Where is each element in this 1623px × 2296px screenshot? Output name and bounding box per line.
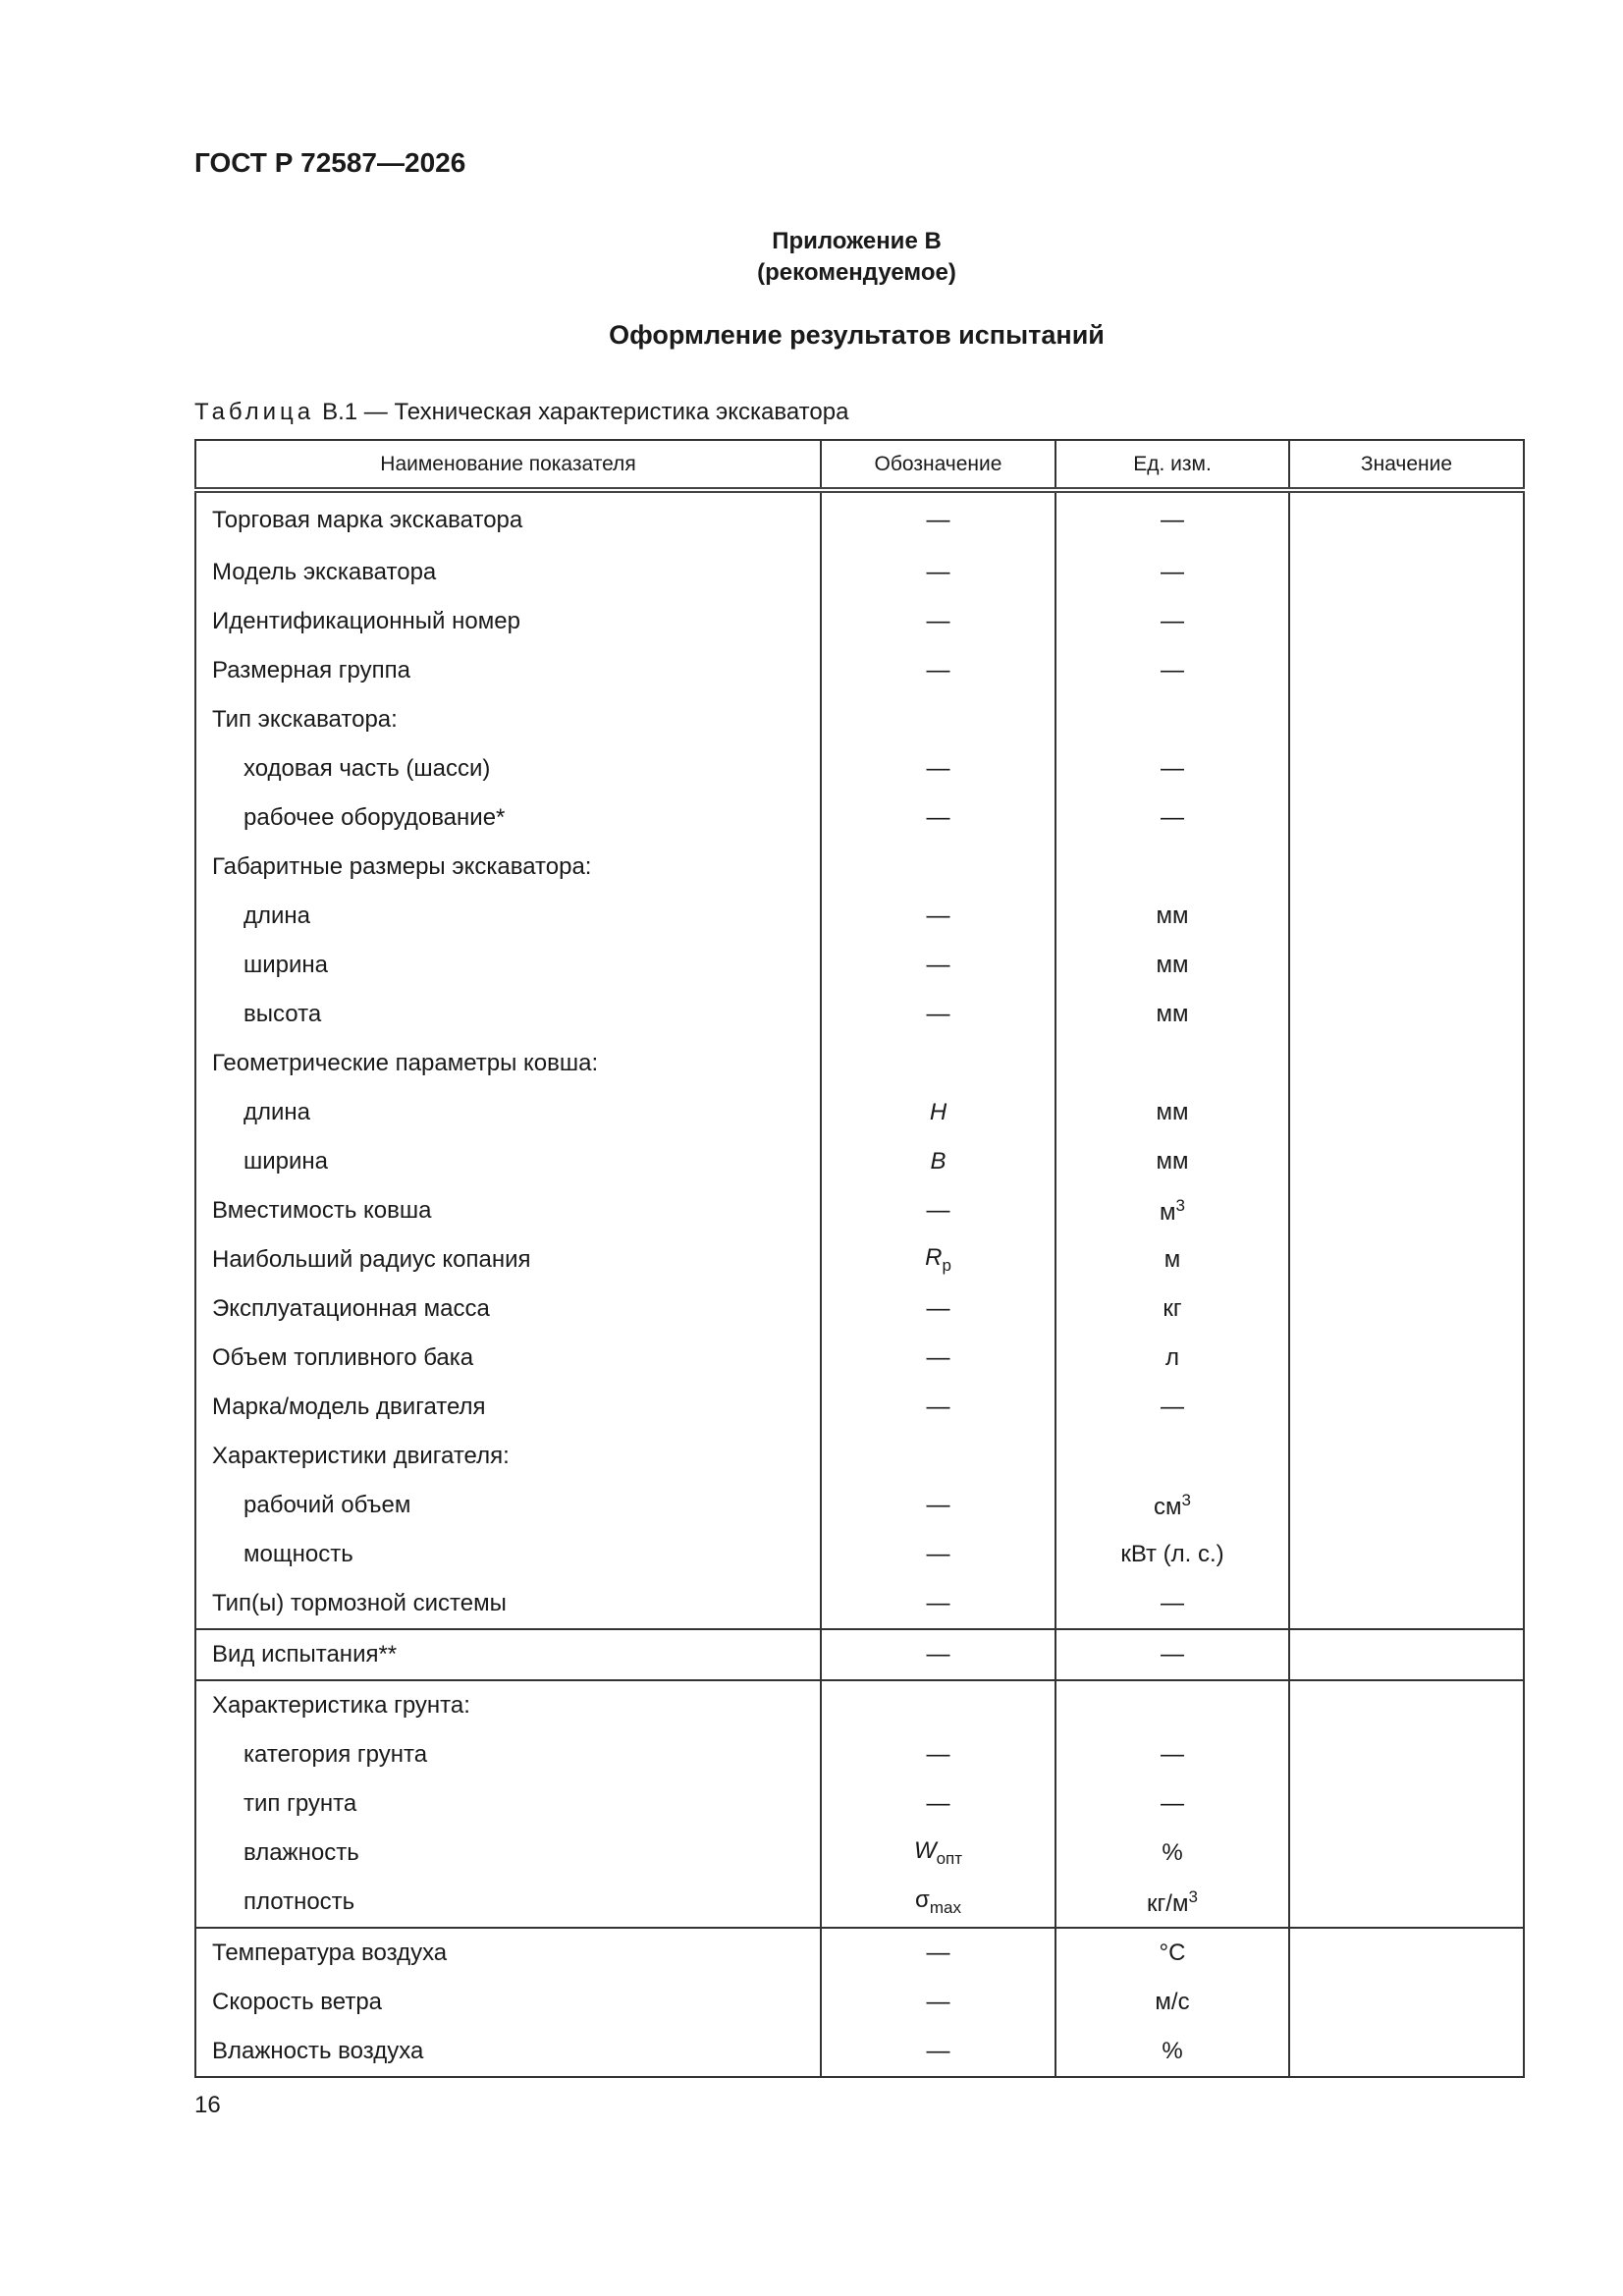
table-row [195,1285,1524,1334]
row-name: рабочий объем [195,1481,821,1530]
table-row [195,1978,1524,2027]
row-name: Характеристика грунта: [195,1680,821,1730]
unit-base: кг/м [1147,1889,1189,1917]
row-name: Вид испытания** [195,1629,821,1680]
table-row [195,744,1524,793]
row-name: Вместимость ковша [195,1186,821,1235]
table-row [195,1730,1524,1779]
row-value [1289,1186,1524,1235]
row-name: Температура воздуха [195,1928,821,1978]
row-value [1289,1039,1524,1088]
row-unit: °C [1055,1928,1289,1978]
row-symbol [821,1432,1055,1481]
row-name: влажность [195,1829,821,1878]
row-symbol: — [821,646,1055,695]
row-unit: мм [1055,892,1289,941]
row-name: Модель экскаватора [195,548,821,597]
table-row [195,1039,1524,1088]
table-caption-text: В.1 — Техническая характеристика экскаватора [322,399,849,425]
row-symbol: — [821,1383,1055,1432]
row-unit: % [1055,1829,1289,1878]
row-value [1289,1779,1524,1829]
table-header-row [195,440,1524,490]
row-value [1289,490,1524,548]
row-unit [1055,1432,1289,1481]
table-row [195,1928,1524,1978]
unit-base: см [1154,1493,1182,1520]
header-name: Наименование показателя [195,440,821,490]
row-value [1289,646,1524,695]
table-row [195,2027,1524,2077]
row-unit [1055,695,1289,744]
row-unit: — [1055,1383,1289,1432]
table-row [195,990,1524,1039]
row-unit: — [1055,548,1289,597]
row-name: категория грунта [195,1730,821,1779]
table-row [195,1779,1524,1829]
table-row [195,646,1524,695]
row-value [1289,1730,1524,1779]
row-name: Объем топливного бака [195,1334,821,1383]
row-name: Идентификационный номер [195,597,821,646]
row-symbol: — [821,1978,1055,2027]
row-unit: — [1055,744,1289,793]
table-row [195,1878,1524,1928]
row-unit [1055,1680,1289,1730]
row-name: Тип(ы) тормозной системы [195,1579,821,1629]
row-symbol: — [821,793,1055,843]
symbol-subscript: опт [936,1848,963,1868]
row-name: Скорость ветра [195,1978,821,2027]
row-value [1289,843,1524,892]
table-row [195,490,1524,548]
row-unit: кВт (л. с.) [1055,1530,1289,1579]
header-value: Значение [1289,440,1524,490]
row-symbol: — [821,1629,1055,1680]
row-symbol: — [821,2027,1055,2077]
row-symbol: — [821,941,1055,990]
row-symbol [821,1829,1055,1878]
row-symbol: B [821,1137,1055,1186]
row-value [1289,990,1524,1039]
row-symbol: — [821,1928,1055,1978]
table-row [195,1432,1524,1481]
row-name: ширина [195,1137,821,1186]
row-symbol: — [821,1481,1055,1530]
row-name: Тип экскаватора: [195,695,821,744]
document-code: ГОСТ Р 72587—2026 [194,147,466,178]
row-symbol: — [821,990,1055,1039]
table-row [195,1383,1524,1432]
row-symbol: — [821,1730,1055,1779]
table-row [195,1629,1524,1680]
table-row [195,1530,1524,1579]
unit-superscript: 3 [1188,1886,1198,1906]
table-row [195,1186,1524,1235]
row-value [1289,1088,1524,1137]
row-value [1289,793,1524,843]
row-value [1289,1978,1524,2027]
page-number: 16 [194,2092,221,2118]
row-symbol: — [821,1530,1055,1579]
row-name: мощность [195,1530,821,1579]
row-unit: — [1055,1629,1289,1680]
table-row [195,1137,1524,1186]
row-value [1289,1383,1524,1432]
table-row [195,1334,1524,1383]
row-unit: м/с [1055,1978,1289,2027]
symbol-base: σ [915,1886,930,1914]
row-symbol [821,1039,1055,1088]
row-value [1289,1137,1524,1186]
spec-table [194,439,1525,2078]
row-value [1289,1481,1524,1530]
row-value [1289,744,1524,793]
row-value [1289,1530,1524,1579]
row-unit: мм [1055,1137,1289,1186]
row-name: длина [195,1088,821,1137]
row-unit: мм [1055,1088,1289,1137]
row-value [1289,1285,1524,1334]
row-symbol: — [821,892,1055,941]
row-value [1289,1579,1524,1629]
row-value [1289,1432,1524,1481]
row-value [1289,548,1524,597]
row-value [1289,1680,1524,1730]
row-name: ходовая часть (шасси) [195,744,821,793]
row-name: тип грунта [195,1779,821,1829]
row-name: Характеристики двигателя: [195,1432,821,1481]
row-value [1289,597,1524,646]
table-row [195,1481,1524,1530]
row-name: рабочее оборудование* [195,793,821,843]
row-name: Геометрические параметры ковша: [195,1039,821,1088]
table-row [195,1579,1524,1629]
row-unit: м [1055,1235,1289,1285]
table-row [195,597,1524,646]
table-row [195,1829,1524,1878]
row-name: Влажность воздуха [195,2027,821,2077]
row-unit [1055,843,1289,892]
row-unit: мм [1055,990,1289,1039]
row-symbol: H [821,1088,1055,1137]
unit-superscript: 3 [1175,1195,1185,1215]
table-row [195,548,1524,597]
row-unit: — [1055,1730,1289,1779]
table-row [195,695,1524,744]
table-row [195,1680,1524,1730]
symbol-subscript: р [942,1255,951,1275]
row-unit: — [1055,597,1289,646]
row-unit: кг [1055,1285,1289,1334]
row-unit: % [1055,2027,1289,2077]
row-name: Наибольший радиус копания [195,1235,821,1285]
table-caption [194,399,848,426]
table-row [195,793,1524,843]
symbol-subscript: max [929,1897,961,1917]
header-unit: Ед. изм. [1055,440,1289,490]
row-unit [1055,1481,1289,1530]
row-unit: — [1055,1579,1289,1629]
row-value [1289,1235,1524,1285]
row-name: Торговая марка экскаватора [195,490,821,548]
table-row [195,843,1524,892]
row-value [1289,695,1524,744]
row-name: ширина [195,941,821,990]
row-unit: — [1055,490,1289,548]
row-unit: — [1055,646,1289,695]
row-symbol: — [821,744,1055,793]
row-value [1289,2027,1524,2077]
appendix-title: Приложение В [772,228,942,254]
header-symbol: Обозначение [821,440,1055,490]
row-value [1289,941,1524,990]
appendix-status: (рекомендуемое) [757,259,956,286]
unit-base: м [1160,1198,1176,1226]
row-symbol [821,1235,1055,1285]
table-row [195,892,1524,941]
row-unit: — [1055,793,1289,843]
row-name: Размерная группа [195,646,821,695]
row-unit: мм [1055,941,1289,990]
row-name: плотность [195,1878,821,1928]
row-symbol: — [821,548,1055,597]
row-value [1289,1928,1524,1978]
row-unit: л [1055,1334,1289,1383]
symbol-base: R [925,1244,943,1272]
table-row [195,941,1524,990]
row-symbol: — [821,597,1055,646]
row-unit [1055,1039,1289,1088]
table-caption-prefix: Таблица [194,399,315,425]
row-symbol [821,1680,1055,1730]
row-name: Эксплуатационная масса [195,1285,821,1334]
row-name: длина [195,892,821,941]
row-symbol: — [821,1579,1055,1629]
row-symbol: — [821,1285,1055,1334]
row-value [1289,1334,1524,1383]
row-value [1289,1829,1524,1878]
row-symbol [821,1878,1055,1928]
row-unit: — [1055,1779,1289,1829]
row-value [1289,1629,1524,1680]
section-title: Оформление результатов испытаний [609,320,1105,350]
row-name: Марка/модель двигателя [195,1383,821,1432]
row-symbol: — [821,490,1055,548]
symbol-base: W [913,1837,937,1865]
row-value [1289,1878,1524,1928]
unit-superscript: 3 [1181,1490,1191,1509]
table-row [195,1235,1524,1285]
row-name: Габаритные размеры экскаватора: [195,843,821,892]
row-symbol: — [821,1334,1055,1383]
row-value [1289,892,1524,941]
table-row [195,1088,1524,1137]
row-unit [1055,1878,1289,1928]
row-symbol: — [821,1186,1055,1235]
row-symbol: — [821,1779,1055,1829]
row-name: высота [195,990,821,1039]
row-symbol [821,695,1055,744]
row-unit [1055,1186,1289,1235]
row-symbol [821,843,1055,892]
